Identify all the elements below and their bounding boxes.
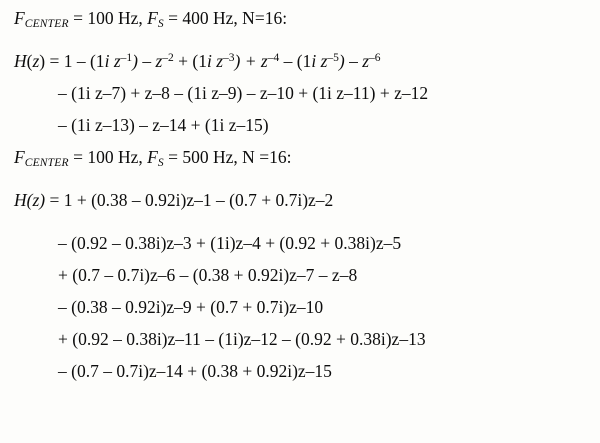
variable-z: z xyxy=(32,51,40,71)
equation-1-line-1 xyxy=(14,53,600,71)
term-c: ) – z xyxy=(132,51,163,71)
heading-fcenter-500 xyxy=(14,149,600,170)
symbol-f: F xyxy=(14,8,25,28)
term-d: + (1 xyxy=(173,51,207,71)
equation-2-line-4: – (0.38 – 0.92i)z–9 + (0.7 + 0.7i)z–10 xyxy=(58,297,324,317)
subscript-center: CENTER xyxy=(24,18,69,31)
heading-fcenter-400 xyxy=(14,10,600,31)
heading-mid-text: = 100 Hz, xyxy=(68,8,148,28)
term-f: z xyxy=(211,51,224,71)
equation-2-line-1 xyxy=(14,192,600,210)
imaginary-unit-2: i xyxy=(206,51,212,71)
equation-2-line-1-terms: + (0.38 – 0.92i)z–1 – (0.7 + 0.7i)z–2 xyxy=(76,190,334,210)
equals-one-2: = 1 xyxy=(45,190,77,210)
term-b: z xyxy=(109,51,121,71)
equation-2-line-6: – (0.7 – 0.7i)z–14 + (0.38 + 0.92i)z–15 xyxy=(58,361,332,381)
imaginary-unit: i xyxy=(104,51,110,71)
equation-2-line-2: – (0.92 – 0.38i)z–3 + (1i)z–4 + (0.92 + 0.38i)z–5 xyxy=(58,233,402,253)
exponent-4: –4 xyxy=(267,52,280,65)
subscript-s: S xyxy=(157,18,164,31)
term-a: – (1 xyxy=(76,51,105,71)
exponent-6: –6 xyxy=(369,52,381,65)
imaginary-unit-3: i xyxy=(311,51,317,71)
term-h: – (1 xyxy=(279,51,312,71)
heading-mid-text-2: = 100 Hz, xyxy=(68,147,148,167)
exponent-1: –1 xyxy=(120,52,133,65)
exponent-2: –2 xyxy=(162,52,174,65)
subscript-s-2: S xyxy=(157,157,164,170)
equation-1-line-2: – (1i z–7) + z–8 – (1i z–9) – z–10 + (1i z–11) + z–12 xyxy=(58,83,429,103)
heading-tail-text-2: = 500 Hz, N =16: xyxy=(163,147,292,167)
symbol-fs: F xyxy=(147,8,158,28)
symbol-fs-2: F xyxy=(147,147,158,167)
paren-open: ( xyxy=(26,51,33,71)
symbol-f-2: F xyxy=(14,147,25,167)
transfer-function-h-2: H(z) xyxy=(14,190,46,210)
term-j: z xyxy=(316,51,328,71)
equation-2-line-3: + (0.7 – 0.7i)z–6 – (0.38 + 0.92i)z–7 – z–8 xyxy=(58,265,358,285)
exponent-3: –3 xyxy=(223,52,235,65)
exponent-5: –5 xyxy=(327,52,339,65)
transfer-function-h: H xyxy=(14,51,27,71)
term-k: ) – z xyxy=(338,51,370,71)
equation-2-line-5: + (0.92 – 0.38i)z–11 – (1i)z–12 – (0.92 + 0.38i)z–13 xyxy=(58,329,426,349)
heading-tail-text: = 400 Hz, N=16: xyxy=(163,8,288,28)
paren-close: ) xyxy=(39,51,46,71)
subscript-center-2: CENTER xyxy=(24,157,69,170)
term-g: ) + z xyxy=(234,51,268,71)
equals-one: = 1 xyxy=(45,51,77,71)
equation-1-line-3: – (1i z–13) – z–14 + (1i z–15) xyxy=(58,115,269,135)
